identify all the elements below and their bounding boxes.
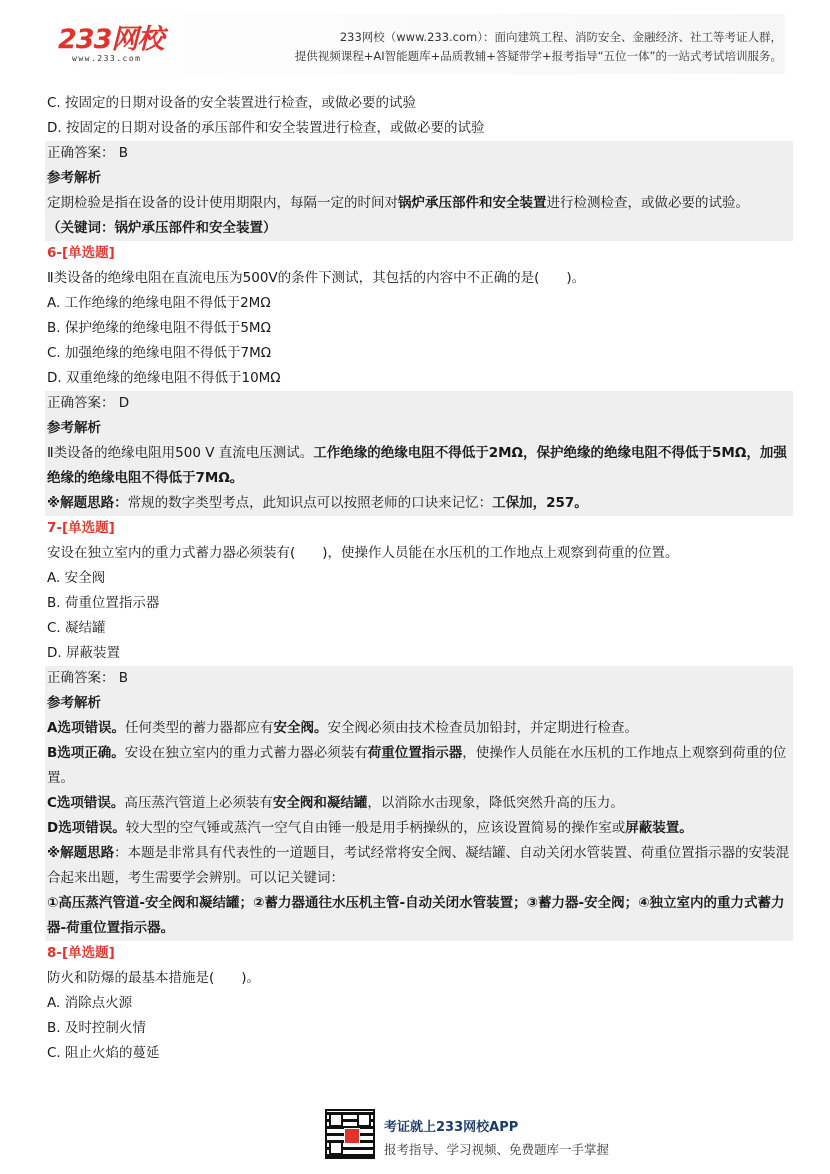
q6-heading — [45, 241, 793, 266]
q5-option-d: D. 按固定的日期对设备的承压部件和安全装置进行检查，或做必要的试验 — [47, 120, 485, 136]
q7-option-a: A. 安全阀 — [47, 570, 106, 586]
header-tagline — [222, 28, 782, 66]
tagline-line-2: 提供视频课程+AI智能题库+品质教辅+答疑带学+报考指导“五位一体”的一站式考试培训服务。 — [294, 49, 782, 63]
footer-title: 考证就上233网校APP — [384, 1120, 519, 1135]
q6-option-b: B. 保护绝缘的绝缘电阻不得低于5MΩ — [47, 320, 271, 336]
q7-stem: 安设在独立室内的重力式蓄力器必须装有( )，使操作人员能在水压机的工作地点上观察到荷重的位置。 — [47, 545, 679, 561]
q6-option-c: C. 加强绝缘的绝缘电阻不得低于7MΩ — [47, 345, 272, 361]
q5-option-c: C. 按固定的日期对设备的安全装置进行检查，或做必要的试验 — [47, 95, 417, 111]
footer-subtitle: 报考指导、学习视频、免费题库一手掌握 — [384, 1142, 610, 1157]
q8-option-b: B. 及时控制火情 — [47, 1020, 146, 1036]
answer-value: B — [118, 145, 129, 161]
page-header — [0, 0, 830, 86]
app-qr-code[interactable] — [325, 1109, 375, 1159]
question-number: 8- — [47, 945, 62, 961]
qr-finder-icon — [357, 1113, 371, 1127]
q8-option-a: A. 消除点火源 — [47, 995, 133, 1011]
q7-option-d: D. 屏蔽装置 — [47, 645, 120, 661]
answer-label: 正确答案： — [47, 145, 115, 161]
q7-analysis-heading: 参考解析 — [45, 691, 793, 716]
qr-finder-icon — [329, 1141, 343, 1155]
qr-logo-icon — [344, 1128, 360, 1144]
page-footer — [0, 1100, 830, 1174]
question-number: 7- — [47, 520, 62, 536]
q7-analysis-a: A选项错误。任何类型的蓄力器都应有安全阀。安全阀必须由技术检查员加铅封，并定期进行检查。 — [45, 716, 793, 741]
q6-analysis-text: Ⅱ类设备的绝缘电阻用500 V 直流电压测试。工作绝缘的绝缘电阻不得低于2MΩ，保护绝缘的绝缘电阻不得低于5MΩ，加强绝缘的绝缘电阻不得低于7MΩ。 — [45, 441, 793, 491]
answer-value: B — [118, 670, 129, 686]
q5-keyword: （关键词：锅炉承压部件和安全装置） — [45, 216, 793, 241]
q7-option-b: B. 荷重位置指示器 — [47, 595, 160, 611]
qr-finder-icon — [329, 1113, 343, 1127]
q5-analysis-text: 定期检验是指在设备的设计使用期限内，每隔一定的时间对锅炉承压部件和安全装置进行检测检查，或做必要的试验。 — [45, 191, 793, 216]
q5-analysis-heading: 参考解析 — [45, 166, 793, 191]
answer-value: D — [118, 395, 130, 411]
q5-answer-row — [45, 141, 793, 166]
q6-stem: Ⅱ类设备的绝缘电阻在直流电压为500V的条件下测试，其包括的内容中不正确的是( )。 — [47, 270, 586, 286]
question-type-tag: [单选题] — [62, 520, 115, 536]
question-type-tag: [单选题] — [62, 245, 115, 261]
q7-analysis-b: B选项正确。安设在独立室内的重力式蓄力器必须装有荷重位置指示器，使操作人员能在水压机的工作地点上观察到荷重的位置。 — [45, 741, 793, 791]
q8-heading — [45, 941, 793, 966]
q6-option-d: D. 双重绝缘的绝缘电阻不得低于10MΩ — [47, 370, 281, 386]
q7-heading — [45, 516, 793, 541]
q7-analysis-d: D选项错误。较大型的空气锤或蒸汽一空气自由锤一般是用手柄操纵的，应该设置简易的操作室或屏蔽装置。 — [45, 816, 793, 841]
q6-answer-row — [45, 391, 793, 416]
question-type-tag: [单选题] — [62, 945, 115, 961]
q8-stem: 防火和防爆的最基本措施是( )。 — [47, 970, 261, 986]
q7-answer-row — [45, 666, 793, 691]
q6-tip: ※解题思路：常规的数字类型考点，此知识点可以按照老师的口诀来记忆：工保加，257。 — [45, 491, 793, 516]
question-number: 6- — [47, 245, 62, 261]
question-content — [45, 91, 793, 1066]
answer-label: 正确答案： — [47, 395, 115, 411]
answer-label: 正确答案： — [47, 670, 115, 686]
q8-option-c: C. 阻止火焰的蔓延 — [47, 1045, 160, 1061]
q7-tip: ※解题思路：本题是非常具有代表性的一道题目，考试经常将安全阀、凝结罐、自动关闭水管装置、荷重位置指示器的安装混合起来出题，考生需要学会辨别。可以记关键词： — [45, 841, 793, 891]
logo-text: 233网校 — [58, 24, 164, 55]
q7-option-c: C. 凝结罐 — [47, 620, 106, 636]
q6-analysis-heading: 参考解析 — [45, 416, 793, 441]
q7-analysis-c: C选项错误。高压蒸汽管道上必须装有安全阀和凝结罐，以消除水击现象，降低突然升高的压力。 — [45, 791, 793, 816]
logo-url: www.233.com — [72, 54, 142, 63]
q7-tip-keywords: ①高压蒸汽管道-安全阀和凝结罐；②蓄力器通往水压机主管-自动关闭水管装置；③蓄力器-安全阀；④独立室内的重力式蓄力器-荷重位置指示器。 — [45, 891, 793, 941]
q6-option-a: A. 工作绝缘的绝缘电阻不得低于2MΩ — [47, 295, 271, 311]
brand-logo[interactable] — [58, 26, 188, 62]
tagline-line-1: 233网校（www.233.com）：面向建筑工程、消防安全、金融经济、社工等考证人群， — [339, 30, 782, 44]
